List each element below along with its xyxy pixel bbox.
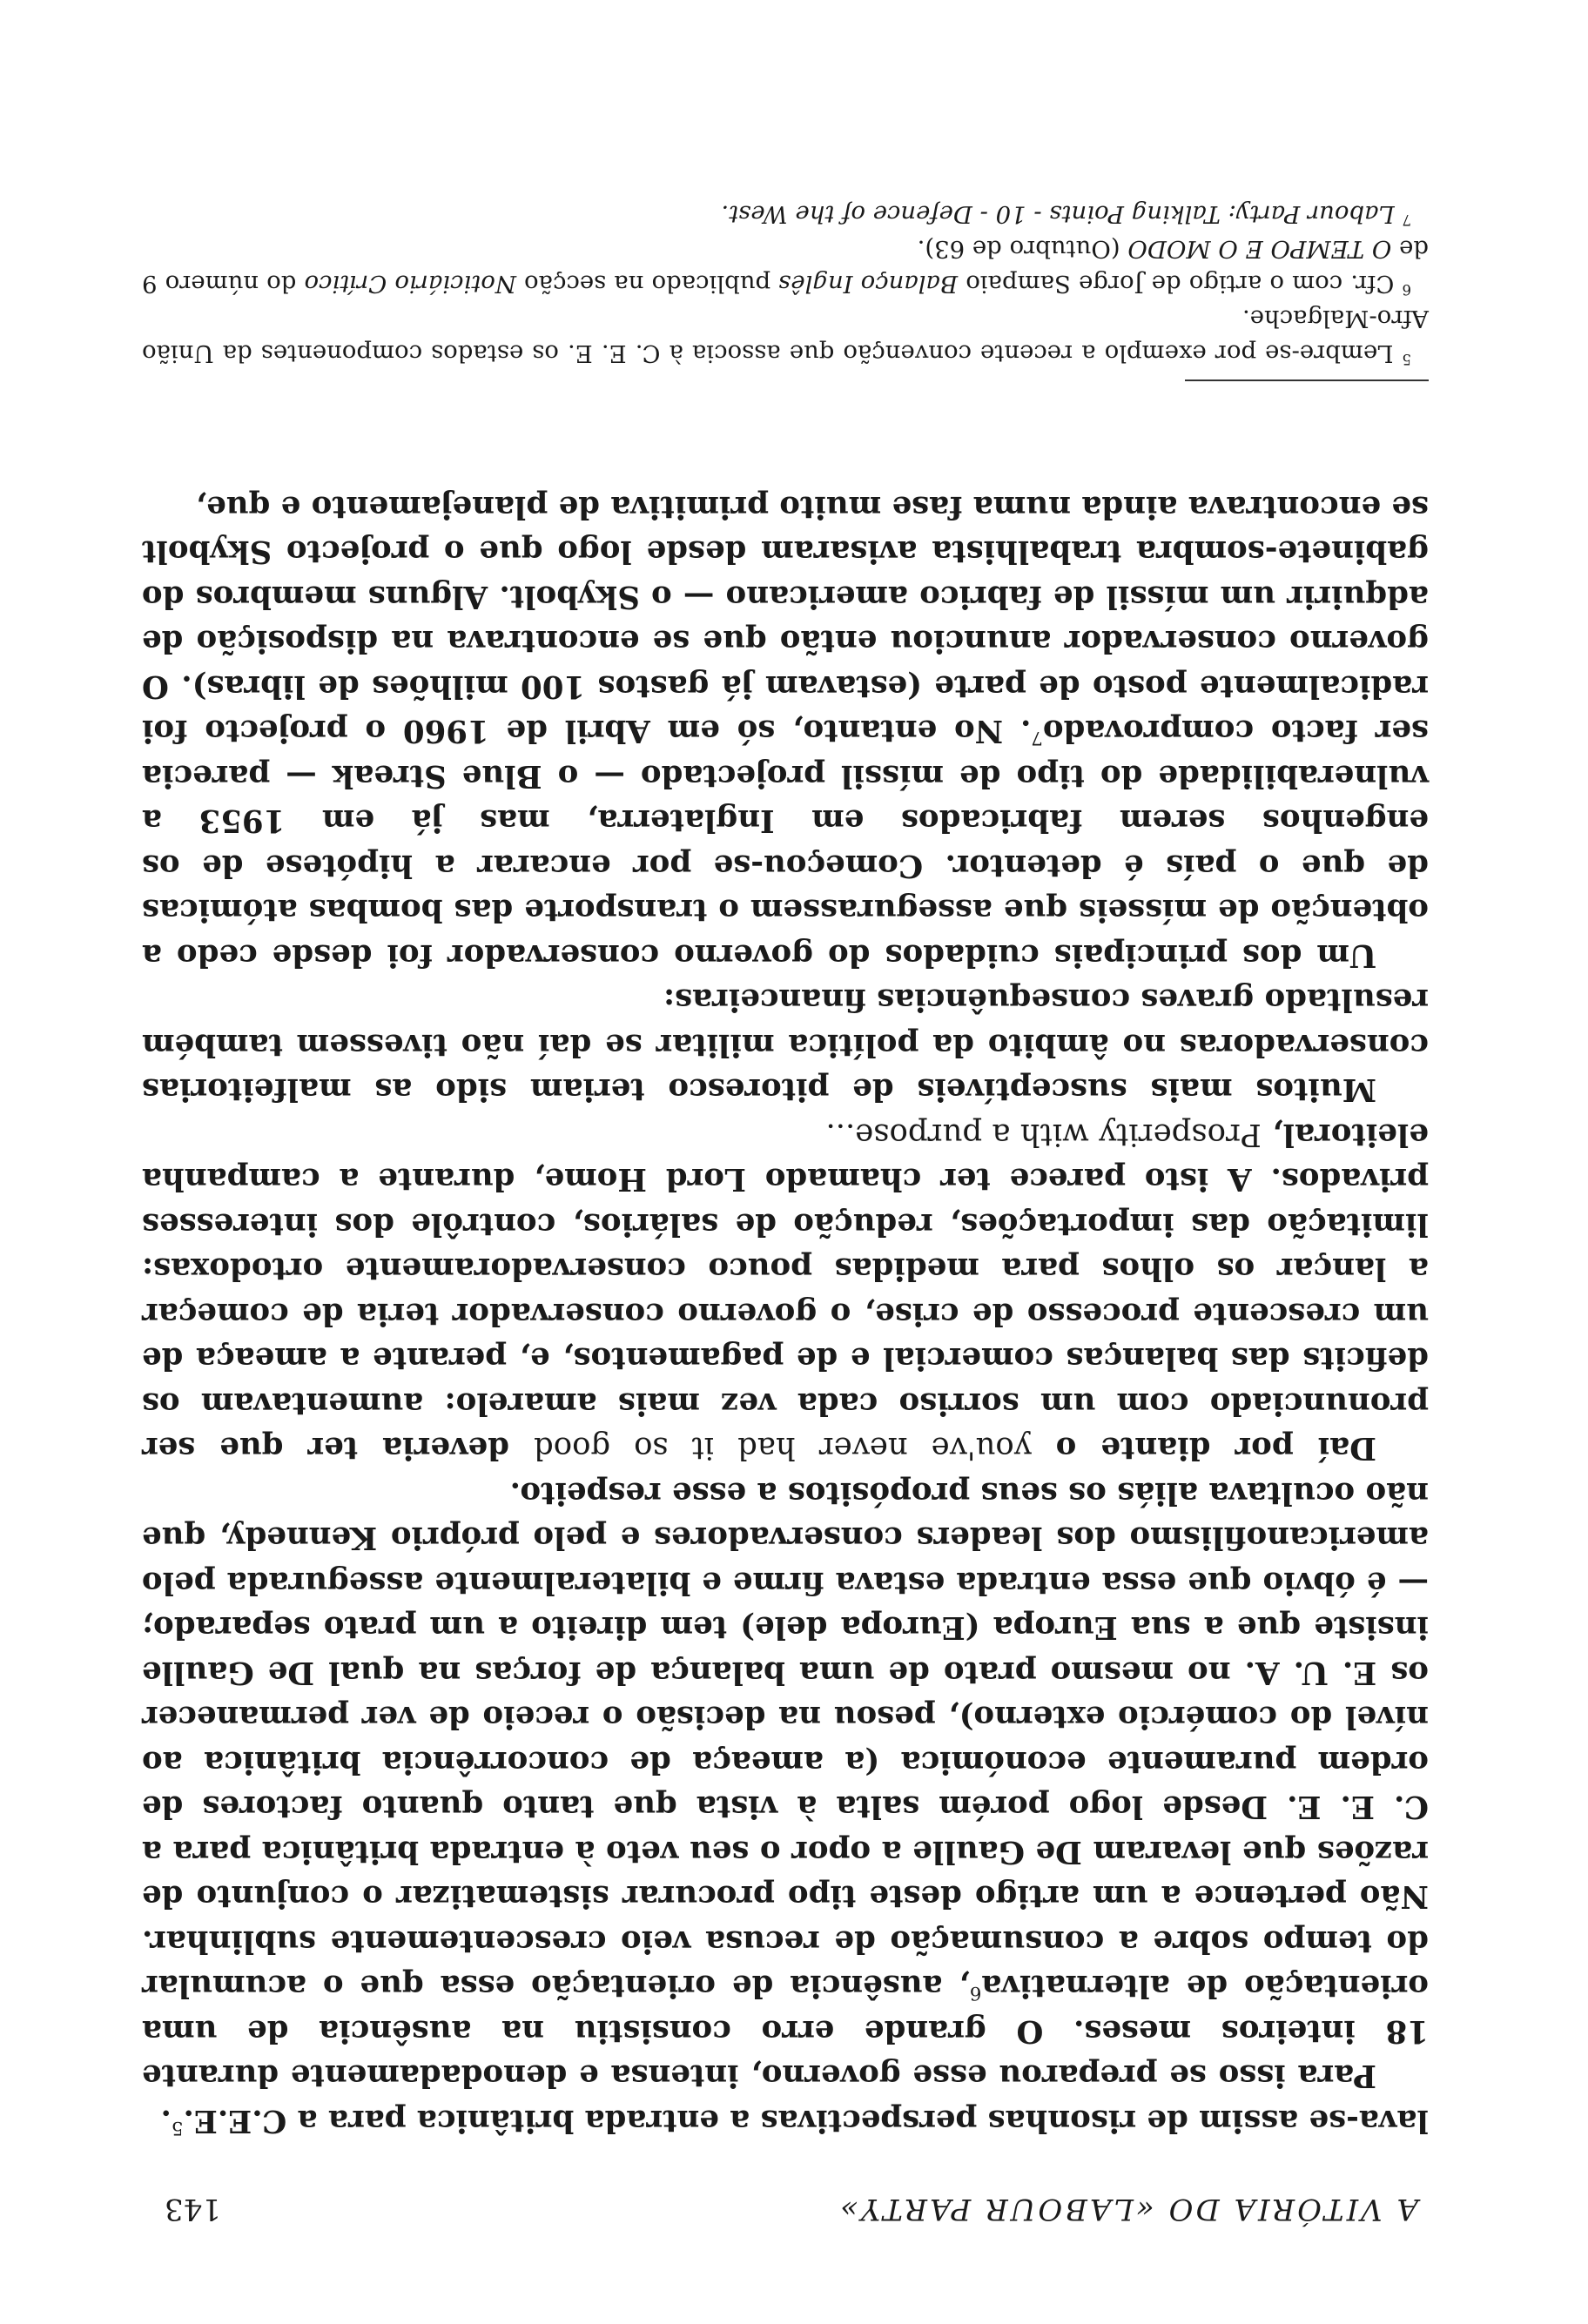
footnote-ref-6: 6 [969,1982,982,2005]
running-title: A VITÓRIA DO «LABOUR PARTY» [838,2192,1418,2227]
footnote-6-text-d: (Outubro de 63). [917,235,1128,263]
footnote-6 [142,232,1429,301]
page-number: 143 [165,2192,221,2227]
campaign-slogan: Prosperity with a purpose... [825,1117,1262,1152]
footnote-6-text-a: Cfr. com o artigo de Jorge Sampaio [958,270,1395,298]
footnote-6-section-name: Noticiário Crítico [304,270,516,298]
footnote-6-text-c: do número 9 de [142,235,1429,298]
footnote-6-text-b: publicado na secção [515,270,779,298]
paragraph-4: Muitos mais susceptíveis de pitoresco teriam sido as malfeitorias conservadoras no âmbito da política militar se daí não tivessem também resultado graves consequências financeiras: [142,982,1429,1108]
footnote-7 [142,197,1429,232]
footnote-6-article-title: Balanço Inglês [778,270,959,298]
footnote-number: 5 [1402,351,1411,368]
paragraph-2 [142,1471,1429,2099]
footnote-divider [1185,379,1429,381]
footnote-ref-5: 5 [171,2116,184,2139]
page-header [165,2183,1418,2227]
footnote-5 [142,301,1429,371]
english-quote: you've never had it so good [533,1430,1032,1467]
paragraph-1-tail: . [160,2103,172,2139]
footnotes [142,197,1429,371]
footnote-5-text: Lembre-se por exemplo a recente convenção que associa à C. E. E. os estados componentes da União Afro-Malgache. [142,305,1429,367]
footnote-number: 7 [1402,212,1411,229]
paragraph-5-text-a: Um dos principais cuidados do governo conservador foi desde cedo a obtenção de mísseis que assegurassem o transporte das bombas atómicas de que o país é detentor. Começou-se por encarar a hipótese de os engenhos serem fabricados em Inglaterra, mas já em 1953 a vulnerabilidade do tipo de míssil projectado — o Blue Streak — parecia ser facto comprovado [142,713,1429,973]
footnote-number: 6 [1402,281,1411,299]
paragraph-5-text-b: . No entanto, só em Abril de 1960 o projecto foi radicalmente posto de parte (estavam já gastos 100 milhões de libras). O governo conservador anunciou então que se encontrava na disposição de adquirir um míssil de fabrico americano — o Skybolt. Alguns membros do gabinete-sombra trabalhista avisaram desde logo que o projecto Skybolt se encontrava ainda numa fase muito primitiva de planejamento e que, [142,489,1429,749]
paragraph-2-text-b: , ausência de orientação essa que o acumular do tempo sobre a consumação de recusa veio crescentemente sublinhar. Não pertence a um artigo deste tipo procurar sistematizar o conjunto de razões que levaram De Gaulle a opor o seu veto à entrada britânica para a C. E. E. Desde logo porém salta à vista que tanto quanto factores de ordem puramente económica (a ameaça de concorrência britânica ao nível do comércio externo), pesou na decisão o receio de ver permanecer os E. U. A. no mesmo prato de uma balança de forças na qual De Gaulle insiste que a sua Europa (Europa dele) tem direito a um prato separado; — é óbvio que essa entrada estava firme e bilateralmente assegurada pelo americanofilismo dos leaders conservadores e pelo próprio Kennedy, que não ocultava aliás os seus propósitos a esse respeito. [142,1475,1429,2005]
paragraph-5 [142,485,1429,978]
footnote-ref-7: 7 [1031,727,1043,749]
paragraph-3 [142,1112,1429,1471]
footnote-6-journal-name: O TEMPO E O MODO [1127,235,1392,263]
paragraph-3-text-b: deveria ter que ser pronunciado com um sorriso cada vez mais amarelo: aumentavam os deficits das balanças comercial e de pagamentos, e, perante a ameaça de um crescente processo de crise, o governo conservador teria de começar a lançar os olhos para medidas pouco conservadoramente ortodoxas: limitação das importações, redução de salários, contrôle dos interesses privados. A isto parece ter chamado Lord Home, durante a campanha eleitoral, [141,1117,1429,1467]
footnote-7-source: Labour Party: Talking Points - 10 - Defence of the West. [721,200,1395,228]
paragraph-3-text-a: Daí por diante o [1031,1430,1376,1467]
paragraph-2-text-a: Para isso se preparou esse governo, intensa e denodadamente durante 18 inteiros meses. O grande erro consistiu na ausência de uma orientação de alternativa [142,1968,1429,2094]
main-text [142,485,1429,2144]
paragraph-1-text: lava-se assim de risonhas perspectivas a entrada britânica para a C.E.E. [183,2103,1429,2139]
paragraph-1 [142,2099,1429,2144]
